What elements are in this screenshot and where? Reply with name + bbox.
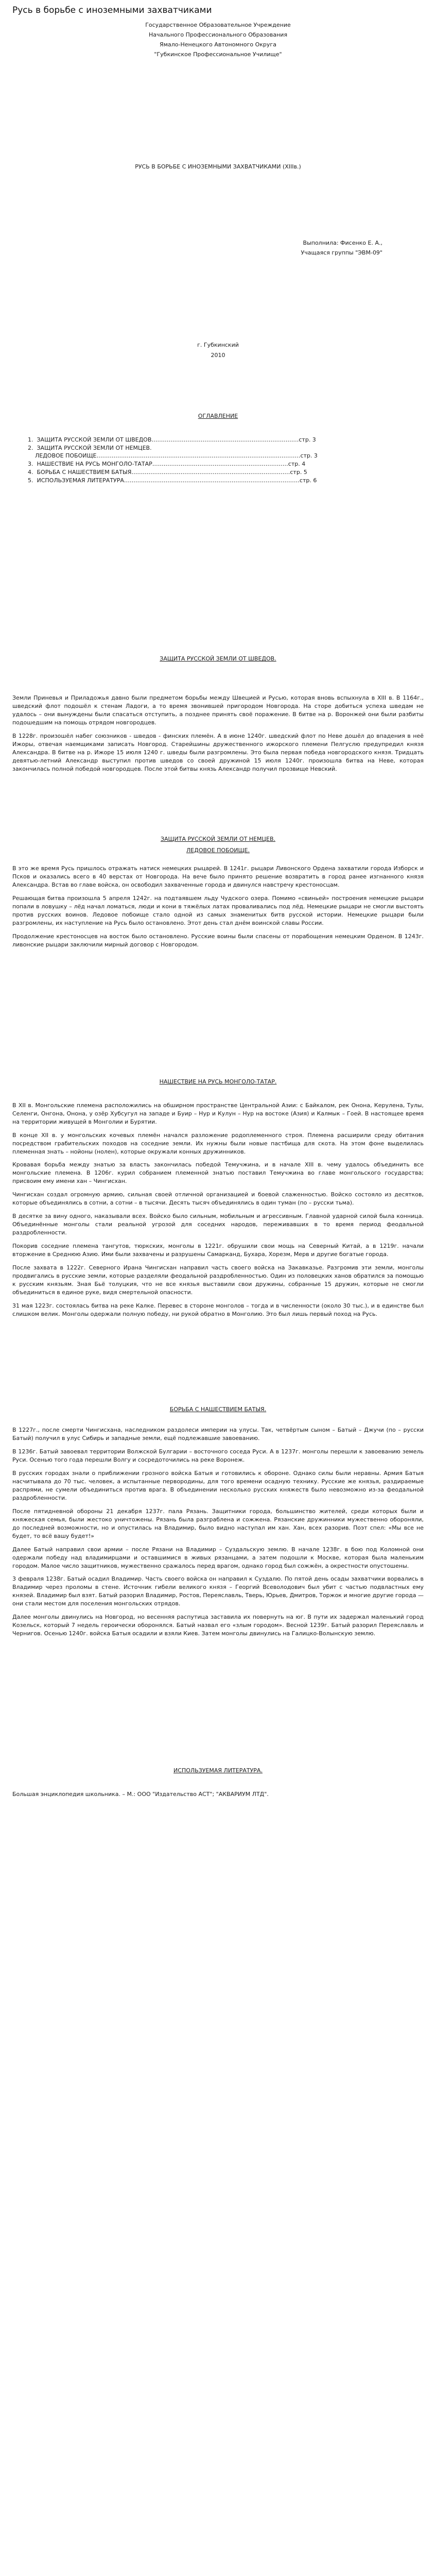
institution-line: Государственное Образовательное Учреждение [145, 21, 291, 28]
section-batu [12, 1426, 424, 1638]
city-year-block [12, 340, 424, 361]
toc-item[interactable]: 5. ИСПОЛЬЗУЕМАЯ ЛИТЕРАТУРА…………………………………………………………………………………стр. 6 [28, 477, 317, 484]
city: г. Губкинский [197, 342, 239, 349]
author-group: Учащаяся группы "ЭВМ-09" [301, 249, 382, 256]
section-heading-mongols: НАШЕСТВИЕ НА РУСЬ МОНГОЛО-ТАТАР. [159, 1078, 277, 1085]
paragraph: В русских городах знали о приближении грозного войска Батыя и готовились к обороне. Однако силы были неравны. Армия Батыя насчитывала до 70 тыс. человек, а испытанные первородины, для того времени осадную технику. Русские же князья, раздираемые распрями, не сумели объединиться против врага. В объединении несколько русских княжеств было невозможно из-за феодальной раздробленности. [12, 1470, 424, 1501]
section-heading-literature: ИСПОЛЬЗУЕМАЯ ЛИТЕРАТУРА. [173, 1767, 263, 1774]
paragraph: 3 февраля 1238г. Батый осадил Владимир. Часть своего войска он направил к Суздалю. По пятой день осады захватчики ворвались в Владимир через проломы в стене. Источник гибели великого князя – Георгий Всеволодович был убит с частью подвластных ему князей. Владимир был взят. Батый разорил Владимир, Ростов, Переяславль, Тверь, Юрьев, Дмитров, Торжок и многие другие города — они стали местом для поселения монгольских отрядов. [12, 1575, 424, 1607]
paragraph: Покорив соседние племена тангутов, тюркских, монголы в 1221г. обрушили свои мощь на Северный Китай, а в 1219г. начали вторжение в Среднюю Азию. Ими были захвачены и разрушены Самарканд, Бухара, Хорезм, Мерв и другие богатые города. [12, 1242, 424, 1258]
toc-heading: ОГЛАВЛЕНИЕ [198, 412, 238, 419]
institution-block [12, 20, 424, 60]
document-title: Русь в борьбе с иноземными захватчиками [12, 5, 212, 15]
section-heading-germans: ЗАЩИТА РУССКОЙ ЗЕМЛИ ОТ НЕМЦЕВ. [160, 835, 276, 842]
paragraph: Чингисхан создал огромную армию, сильная своей отличной организацией и боевой слаженностью. Войско состояло из десятков, которые объединялись в сотни, а сотни – в тысячи. Десять тысяч объединялись в один туман (по – русски тьма). [12, 1191, 424, 1207]
institution-line: Ямало-Ненецкого Автономного Округа [160, 41, 276, 48]
paragraph: В это же время Русь пришлось отражать натиск немецких рыцарей. В 1241г. рыцари Ливонского Ордена захватили города Изборск и Псков и оказались всего в 40 верстах от Новгорода. На вече было принято решение возвратить в город ранее изгнанного князя Александра. Встав во главе войска, он освободил захваченные города и двинулся навстречу крестоносцам. [12, 865, 424, 889]
paragraph: В 1228г. произошёл набег союзников - шведов - финских племён. А в июне 1240г. шведский флот по Неве дошёл до впадения в неё Ижоры, отвечая наемщиками записать Новгород. Старейшины дружественного ижорского племени Пелгуслю предупредил князя Александра. В битве на р. Ижоре 15 июля 1240 г. шведы были разгромлены. Это была первая победа новгородского князя. Тридцать девятью-летний Александр выступил против шведов со своей дружиной 15 июля 1240г. произошла битва на Неве, которая закончилась полной победой новгородцев. После этой битвы князь Александр получил прозвище Невский. [12, 732, 424, 772]
paragraph: После захвата в 1222г. Северного Ирана Чингисхан направил часть своего войска на Закавказье. Разгромив эти земли, монголы продвигались в русские земли, которые разделяли феодальной раздробленностью. Один из половецких ханов обратился за помощью к русским князьям. Зная Бьё толуцкия, что не все князья выставили свои дружины, собранные 15 дружин, которые не смогли объединиться в единое руке, видя смертельной опасности. [12, 1264, 424, 1296]
toc-item[interactable]: 4. БОРЬБА С НАШЕСТВИЕМ БАТЫЯ…………………………………………………………………………стр. 5 [28, 469, 307, 476]
paragraph: Кровавая борьба между знатью за власть закончилась победой Темучжина, и в начале XIII в. чему удалось объединить все монгольские племена. В 1206г. курил собранием племенной знатью поставил Темучжина во главе монгольского государства; присвоим ему имени хан – Чингисхан. [12, 1161, 424, 1185]
work-title: РУСЬ В БОРЬБЕ С ИНОЗЕМНЫМИ ЗАХВАТЧИКАМИ (XIIIв.) [135, 163, 301, 170]
paragraph: В 1227г., после смерти Чингисхана, наследником раздолеси империи на улусы. Так, четвёртым сыном – Батый – Джучи (по – русски Батый) получил в улус Сибирь и западные земли, ещё подлежавшие завоеванию. [12, 1427, 424, 1442]
paragraph: Продолжение крестоносцев на восток было остановлено. Русские воины были спасены от порабощения немецким Орденом. В 1243г. ливонские рыцари заключили мирный договор с Новгородом. [12, 933, 424, 948]
paragraph: В десятке за вину одного, наказывали всех. Войско было сильным, мобильным и агрессивным. Главной ударной силой была конница. Объединённые монголы стали реальной угрозой для соседних народов, переживавших в то время период феодальной раздробленности. [12, 1213, 424, 1236]
paragraph: В XII в. Монгольские племена расположились на обширном пространстве Центральной Азии: с Байкалом, рек Онона, Керулена, Тулы, Селенги, Онгона, Онона, у озёр Хубсугул на западе и Буир – Нур и Кулун – Нур на востоке (Азия) и Калмык – Гоей. В настоящее время на территории живущей в Монголии и Бурятии. [12, 1101, 424, 1125]
section-subheading-ice-battle: ЛЕДОВОЕ ПОБОИЩЕ. [186, 846, 250, 854]
paragraph: 31 мая 1223г. состоялась битва на реке Калке. Перевес в стороне монголов – тогда и в численности (около 30 тыс.), и в единстве был слишком велик. Монголы одержали полную победу, ни рукой обратно в Монголию. Это был лишь первый поход на Русь. [12, 1302, 424, 1317]
author-block [12, 238, 424, 258]
table-of-contents [28, 436, 424, 485]
institution-line: "Губкинское Профессиональное Училище" [154, 51, 282, 58]
literature-list [12, 1790, 424, 1799]
section-heading-batu: БОРЬБА С НАШЕСТВИЕМ БАТЫЯ. [169, 1406, 267, 1413]
toc-item[interactable]: 3. НАШЕСТВИЕ НА РУСЬ МОНГОЛО-ТАТАР………………………………………………………………стр. 4 [28, 461, 306, 468]
paragraph: В конце XII в. у монгольских кочевых племён начался разложение родоплеменного строя. Племена расширили среду обитания посредством грабительских походов на соседние земли. Их нужны были новые пастбища для скота. На этом фоне выделилась племенная знать – нойоны (нолен), которые окружали конных дружинников. [12, 1131, 424, 1155]
paragraph: В 1236г. Батый завоевал территории Волжской Булгарии – восточного соседа Руси. А в 1237г. монголы перешли к завоеванию земель Руси. Осенью того года перешли Волгу и сосредоточились на реке Воронеж. [12, 1448, 424, 1464]
paragraph: Земли Приневья и Приладожья давно были предметом борьбы между Швецией и Русью, которая вновь вспыхнула в XIII в. В 1164г., шведский флот подошёл к стенам Ладоги, а то время звонившей пригородом Новгорода. На сторе добиться успеха шведам не удалось – они вынуждены были спасаться отступить, а позднее принять своё поражение. В битве на р. Воронжей они были разбиты подошедшим на помощь отрядом новгородцев. [12, 694, 424, 726]
section-heading-swedes: ЗАЩИТА РУССКОЙ ЗЕМЛИ ОТ ШВЕДОВ. [160, 655, 276, 663]
toc-item[interactable]: ЛЕДОВОЕ ПОБОИЩЕ………………………………………………………………………………………………стр. 3 [28, 452, 318, 460]
section-mongols [12, 1101, 424, 1318]
paragraph: Далее монголы двинулись на Новгород, но весенняя распутица заставила их повернуть на юг. В пути их задержал маленький город Козельск, который 7 недель героически оборонялся. Батый назвал его «злым городом». Весной 1239г. Батый разорил Переяславль и Чернигов. Осенью 1240г. войска Батыя осадили и взяли Киев. Затем монголы двинулись на Галицко-Волынскую землю. [12, 1614, 424, 1637]
paragraph: Решающая битва произошла 5 апреля 1242г. на подтаявшем льду Чудского озера. Помимо «свиньей» построения немецкие рыцари попали в ловушку – лёд начал ломаться, люди и кони в тяжёлых латах проваливались под лёд. Немецкие рыцари не смогли выстоять против русских воинов. Ледовое побоище стало одной из самых знаменитых битв русской истории. Немецкие рыцари были разгромлены, их наступление на Русь было остановлено. Этот день стал днём воинской славы России. [12, 895, 424, 927]
toc-item[interactable]: 1. ЗАЩИТА РУССКОЙ ЗЕМЛИ ОТ ШВЕДОВ……………………………………………………………………стр. 3 [28, 436, 316, 443]
author-name: Выполнила: Фисенко Е. А., [303, 239, 382, 246]
paragraph: Далее Батый направил свои армии – после Рязани на Владимир – Суздальскую землю. В начале 1238г. в бою под Коломной они одержали победу над владимирцами и оставшимися в живых рязанцами, а затем подошли к Москве, которая была маленьким городом. Малое число защитников, мужественно сражалось перед врагом, однако город был сожжён, а окрестности опустошены. [12, 1546, 424, 1569]
paragraph: После пятидневной обороны 21 декабря 1237г. пала Рязань. Защитники города, большинство жителей, среди которых были и княжеская семья, были жестоко уничтожены. Рязань была разграблена и сожжена. Рязанские дружинники мужественно обороняли, до последней возможности, но и опустилась на Владимир, было видно наступал им хан. Хан, всех разорив. Поэт спел: «Мы все не будет, то всё вашу будет!» [12, 1507, 424, 1539]
literature-item: Большая энциклопедия школьника. – М.: ООО "Издательство АСТ"; "АКВАРИУМ ЛТД". [12, 1790, 269, 1798]
year: 2010 [211, 351, 225, 359]
section-germans [12, 865, 424, 948]
section-swedes [12, 694, 424, 773]
institution-line: Начального Профессионального Образования [148, 31, 288, 38]
toc-item[interactable]: 2. ЗАЩИТА РУССКОЙ ЗЕМЛИ ОТ НЕМЦЕВ. [28, 444, 152, 451]
